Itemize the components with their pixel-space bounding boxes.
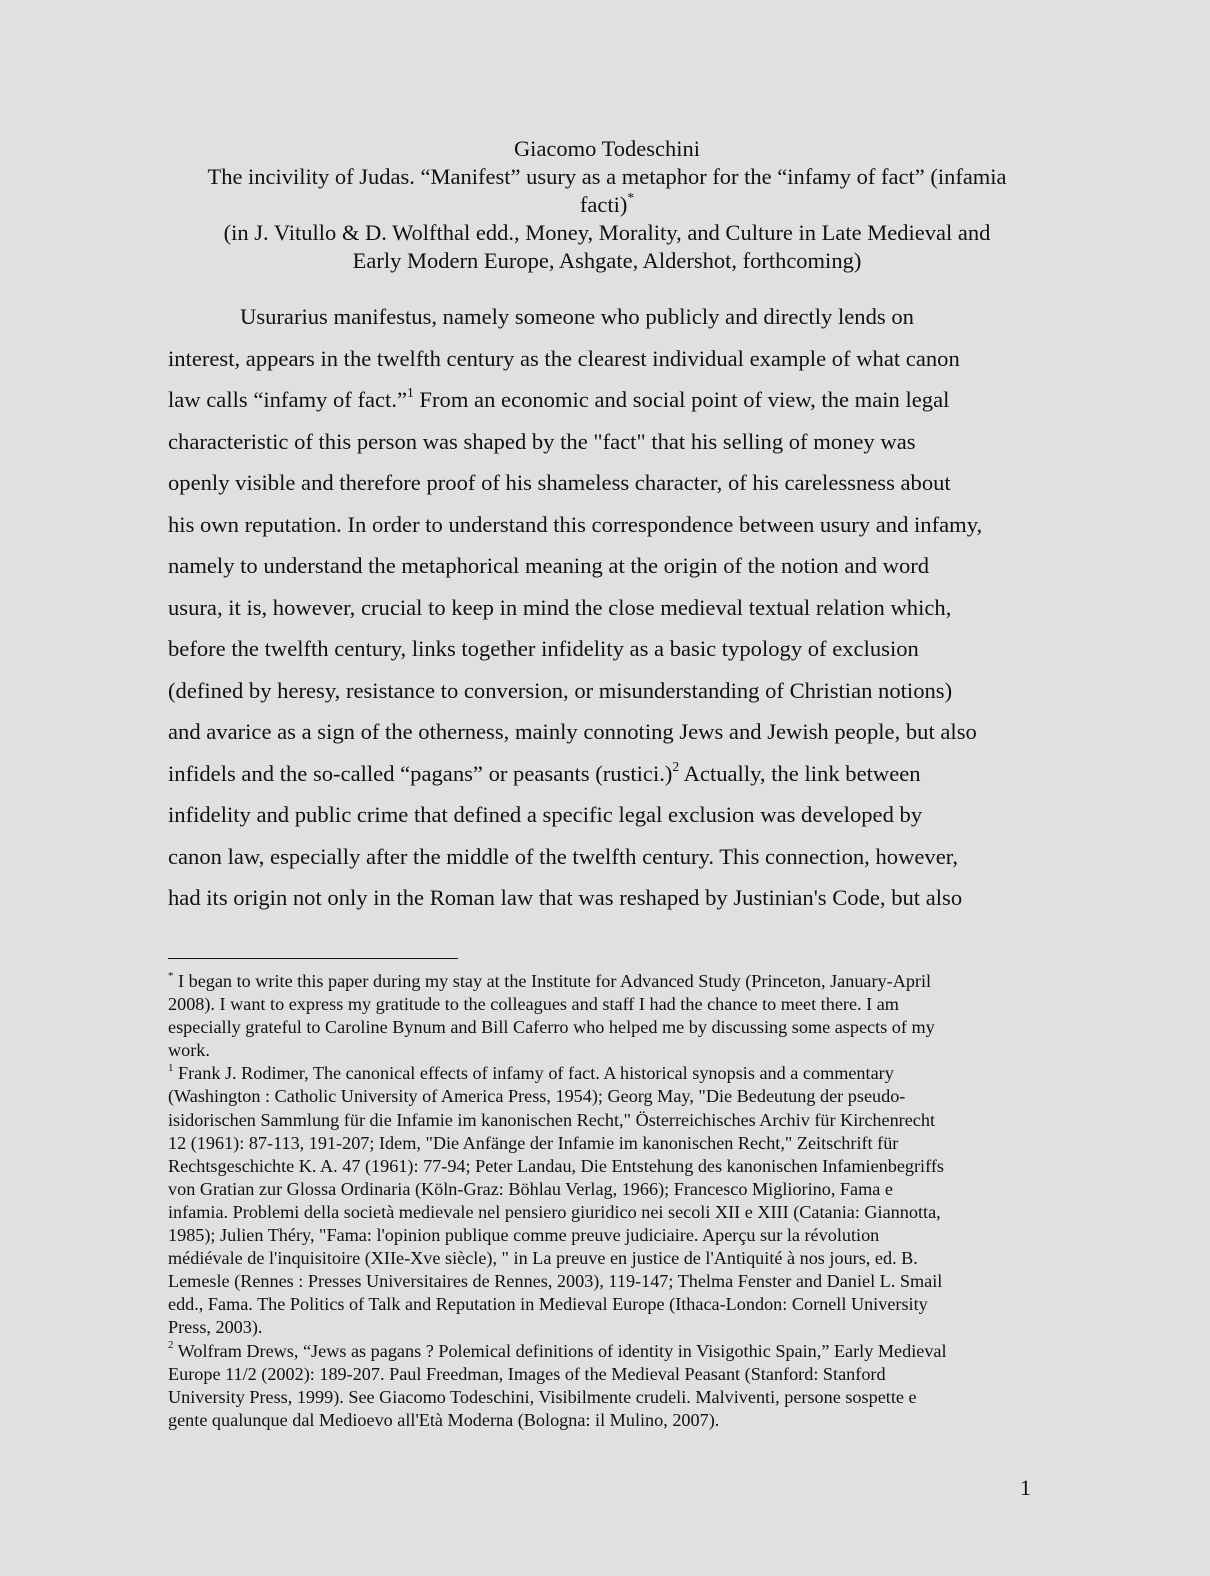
body-paragraph [168,296,1046,919]
footnote-line-text: I began to write this paper during my stay at the Institute for Advanced Study (Princeton, January-April [173,971,932,991]
body-line: infidelity and public crime that defined a specific legal exclusion was developed by [168,802,923,827]
footnote-line: 1985); Julien Théry, "Fama: l'opinion publique comme preuve judiciaire. Aperçu sur la révolution [168,1225,880,1246]
footnote-line: médiévale de l'inquisitoire (XIIe-Xve siècle), " in La preuve en justice de l'Antiquité à nos jours, ed. B. [168,1248,918,1269]
footnote-line: University Press, 1999). See Giacomo Todeschini, Visibilmente crudeli. Malviventi, persone sospette e [168,1386,917,1407]
publication-source-line-2: Early Modern Europe, Ashgate, Aldershot, forthcoming) [352,248,862,273]
body-line: before the twelfth century, links together infidelity as a basic typology of exclusion [168,636,919,661]
footnote-star [168,970,1048,1062]
footnote-line: work. [168,1040,210,1061]
body-line: (defined by heresy, resistance to conversion, or misunderstanding of Christian notions) [168,677,953,703]
title-footnote-mark[interactable]: * [627,190,635,206]
body-line-text: From an economic and social point of view, the main legal [413,387,950,412]
body-line: had its origin not only in the Roman law that was reshaped by Justinian's Code, but also [168,885,963,910]
footnote-line-text: Wolfram Drews, “Jews as pagans ? Polemical definitions of identity in Visigothic Spain,” Early Medieval [173,1340,947,1361]
paper-title-line-1: The incivility of Judas. “Manifest” usury as a metaphor for the “infamy of fact” (infamia [207,164,1007,189]
body-line [168,753,1046,795]
body-line-text: law calls “infamy of fact.” [168,387,407,412]
body-line: usura, it is, however, crucial to keep in mind the close medieval textual relation which, [168,594,952,620]
body-line: interest, appears in the twelfth century as the clearest individual example of what canon [168,345,960,371]
body-line: his own reputation. In order to understand this correspondence between usury and infamy, [168,511,983,537]
paper-title-line-2 [168,191,1046,219]
body-line: and avarice as a sign of the otherness, mainly connoting Jews and Jewish people, but also [168,719,977,744]
footnote-mark: * [168,969,174,982]
footnote-line: 2008). I want to express my gratitude to the colleagues and staff I had the chance to meet there. I am [168,994,899,1015]
footnote-mark: 2 [168,1339,174,1352]
footnote-line: Press, 2003). [168,1317,263,1338]
footnote-line [168,1062,1048,1085]
footnote-line: 12 (1961): 87-113, 191-207; Idem, "Die Anfänge der Infamie im kanonischen Recht," Zeitschrift für [168,1132,899,1153]
footnote-1 [168,1062,1048,1339]
footnote-mark: 1 [168,1062,174,1075]
footnote-ref-2[interactable]: 2 [672,758,680,774]
author-name: Giacomo Todeschini [513,136,701,161]
body-line: openly visible and therefore proof of his shameless character, of his carelessness about [168,470,951,495]
footnote-line: isidorischen Sammlung für die Infamie im kanonischen Recht," Österreichisches Archiv für Kirchenrecht [168,1109,936,1130]
footnote-2 [168,1340,1048,1432]
page-number: 1 [1020,1475,1031,1500]
footnote-line: infamia. Problemi della società medievale nel pensiero giuridico nei secoli XII e XIII (Catania: Giannotta, [168,1201,941,1222]
footnote-line [168,1340,1048,1363]
body-line: characteristic of this person was shaped by the "fact" that his selling of money was [168,428,916,454]
body-line-text: Actually, the link between [679,760,921,786]
footnote-line: Europe 11/2 (2002): 189-207. Paul Freedman, Images of the Medieval Peasant (Stanford: Stanford [168,1363,886,1384]
body-line: Usurarius manifestus, namely someone who publicly and directly lends on [240,304,914,329]
body-line: namely to understand the metaphorical meaning at the origin of the notion and word [168,553,930,578]
footnote-line: Rechtsgeschichte K. A. 47 (1961): 77-94; Peter Landau, Die Entstehung des kanonischen Infamienbegriffs [168,1155,944,1176]
footnote-line: edd., Fama. The Politics of Talk and Reputation in Medieval Europe (Ithaca-London: Cornell University [168,1294,928,1315]
footnote-line [168,970,1048,993]
footnote-line-text: Frank J. Rodimer, The canonical effects of infamy of fact. A historical synopsis and a commentary [173,1063,894,1084]
paper-title-line-2-text: facti) [579,192,628,217]
footnote-ref-1[interactable]: 1 [407,385,414,401]
publication-source-line-1: (in J. Vitullo & D. Wolfthal edd., Money, Morality, and Culture in Late Medieval and [223,220,991,245]
body-line: canon law, especially after the middle of the twelfth century. This connection, however, [168,843,959,869]
footnote-line: especially grateful to Caroline Bynum and Bill Caferro who helped me by discussing some aspects of my [168,1017,935,1038]
footnote-line: (Washington : Catholic University of America Press, 1954); Georg May, "Die Bedeutung der pseudo- [168,1086,906,1107]
paper-header [168,135,1046,275]
footnotes-section [168,970,1048,1432]
body-line-text: infidels and the so-called “pagans” or peasants (rustici.) [168,760,673,786]
body-line [168,379,1046,421]
footnote-separator [168,958,458,959]
footnote-line: von Gratian zur Glossa Ordinaria (Köln-Graz: Böhlau Verlag, 1966); Francesco Migliorino, Fama e [168,1178,893,1199]
footnote-line: gente qualunque dal Medioevo all'Età Moderna (Bologna: il Mulino, 2007). [168,1409,720,1430]
footnote-line: Lemesle (Rennes : Presses Universitaires de Rennes, 2003), 119-147; Thelma Fenster and Daniel L. Smail [168,1271,943,1292]
